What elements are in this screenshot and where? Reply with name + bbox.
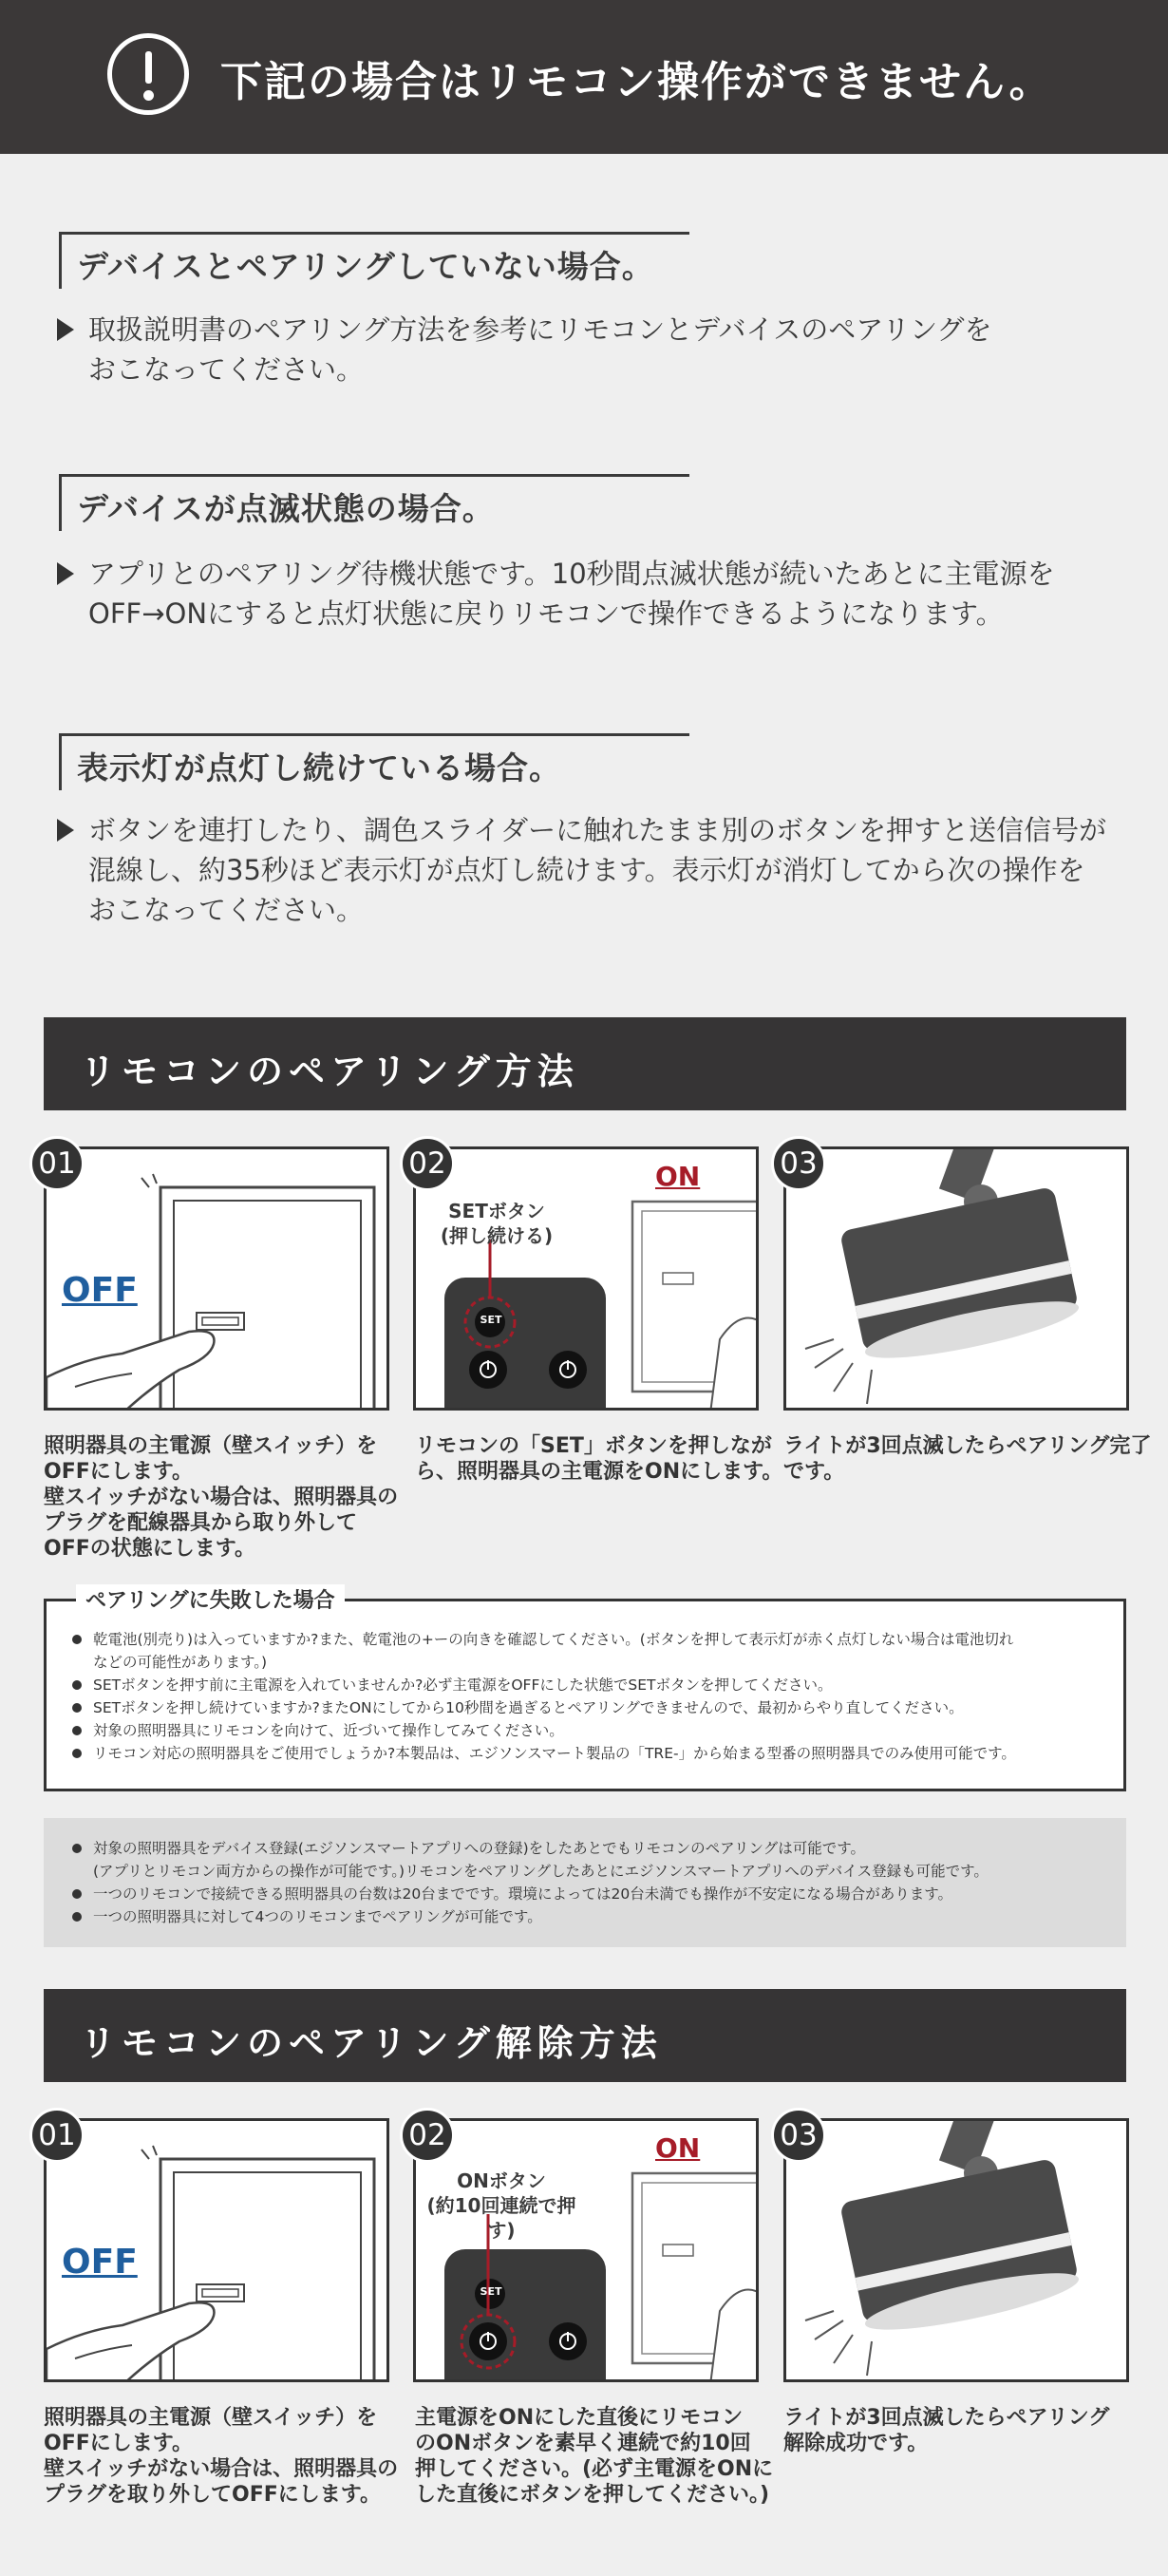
step-number: 02 bbox=[400, 1136, 455, 1191]
list-item: リモコン対応の照明器具をご使用でしょうか?本製品は、エジソンスマート製品の「TRE-」から始まる型番の照明器具でのみ使用可能です。 bbox=[68, 1742, 1113, 1765]
top-banner bbox=[0, 0, 1168, 154]
list-item: 一つのリモコンで接続できる照明器具の台数は20台までです。環境によっては20台未満でも操作が不安定になる場合があります。 bbox=[68, 1883, 1113, 1905]
case-heading: デバイスが点滅状態の場合。 bbox=[59, 474, 689, 531]
triangle-bullet-icon bbox=[57, 562, 74, 585]
step-caption: 照明器具の主電源（壁スイッチ）を OFFにします。 壁スイッチがない場合は、照明器具の プラグを取り外してOFFにします。 bbox=[44, 2406, 399, 2507]
list-item: 対象の照明器具にリモコンを向けて、近づいて操作してみてください。 bbox=[68, 1719, 1113, 1742]
on-label: ON bbox=[655, 1161, 701, 1192]
unpairing-section-header: リモコンのペアリング解除方法 bbox=[44, 1989, 1126, 2082]
remote-illustration bbox=[416, 1149, 759, 1411]
list-item: 一つの照明器具に対して4つのリモコンまでペアリングが可能です。 bbox=[68, 1905, 1113, 1928]
step-illustration-switch-off bbox=[44, 2118, 389, 2382]
notes-list bbox=[68, 1837, 1113, 1928]
off-label: OFF bbox=[62, 1271, 138, 1310]
case-text: 取扱説明書のペアリング方法を参考にリモコンとデバイスのペアリングを おこなってください。 bbox=[57, 310, 1130, 389]
step-number: 03 bbox=[771, 1136, 826, 1191]
set-button-label: SET bbox=[480, 2285, 502, 2298]
list-item: 乾電池(別売り)は入っていますか?また、乾電池の+ーの向きを確認してください。(ボタンを押して表示灯が赤く点灯しない場合は電池切れ などの可能性があります。) bbox=[68, 1628, 1113, 1674]
exclamation-icon bbox=[107, 33, 189, 115]
triangle-bullet-icon bbox=[57, 318, 74, 341]
step-illustration-light-blink bbox=[783, 2118, 1129, 2382]
list-item: SETボタンを押し続けていますか?またONにしてから10秒間を過ぎるとペアリングできませんので、最初からやり直してください。 bbox=[68, 1696, 1113, 1719]
step-caption: ライトが3回点滅したらペアリング完了 です。 bbox=[783, 1434, 1152, 1484]
light-fixture-illustration bbox=[786, 1149, 1129, 1411]
remote-illustration bbox=[416, 2121, 759, 2382]
on-button-callout: ONボタン (約10回連続で押す) bbox=[426, 2169, 576, 2242]
off-label: OFF bbox=[62, 2243, 138, 2282]
step-number: 01 bbox=[29, 1136, 85, 1191]
step-caption: 主電源をONにした直後にリモコン のONボタンを素早く連続で約10回 押してください。(必ず主電源をONに した直後にボタンを押してください。) bbox=[415, 2406, 774, 2507]
step-illustration-light-blink bbox=[783, 1146, 1129, 1411]
case-heading: 表示灯が点灯し続けている場合。 bbox=[59, 733, 689, 790]
list-item: 対象の照明器具をデバイス登録(エジソンスマートアプリへの登録)をしたあとでもリモコンのペアリングは可能です。 (アプリとリモコン両方からの操作が可能です。)リモコンをペアリングしたあとにエジソンスマートアプリへのデバイス登録も可能です。 bbox=[68, 1837, 1113, 1883]
step-illustration-remote-on bbox=[413, 2118, 759, 2382]
triangle-bullet-icon bbox=[57, 819, 74, 842]
banner-title: 下記の場合はリモコン操作ができません。 bbox=[220, 58, 1053, 106]
failure-list bbox=[68, 1628, 1113, 1765]
step-caption: 照明器具の主電源（壁スイッチ）を OFFにします。 壁スイッチがない場合は、照明器具の プラグを配線器具から取り外して OFFの状態にします。 bbox=[44, 1434, 399, 1561]
step-caption: ライトが3回点滅したらペアリング 解除成功です。 bbox=[783, 2406, 1110, 2455]
step-number: 02 bbox=[400, 2108, 455, 2163]
step-number: 03 bbox=[771, 2108, 826, 2163]
on-label: ON bbox=[655, 2132, 701, 2164]
set-button-label: SET bbox=[480, 1314, 502, 1326]
step-caption: リモコンの「SET」ボタンを押しなが ら、照明器具の主電源をONにします。 bbox=[415, 1434, 783, 1484]
list-item: SETボタンを押す前に主電源を入れていませんか?必ず主電源をOFFにした状態でSETボタンを押してください。 bbox=[68, 1674, 1113, 1696]
set-button-callout: SETボタン (押し続ける) bbox=[440, 1200, 554, 1247]
case-heading: デバイスとペアリングしていない場合。 bbox=[59, 232, 689, 289]
light-fixture-illustration bbox=[786, 2121, 1129, 2382]
case-text: ボタンを連打したり、調色スライダーに触れたまま別のボタンを押すと送信信号が 混線し、約35秒ほど表示灯が点灯し続けます。表示灯が消灯してから次の操作を おこなってください。 bbox=[57, 810, 1130, 930]
step-illustration-remote-set bbox=[413, 1146, 759, 1411]
step-illustration-switch-off bbox=[44, 1146, 389, 1411]
pairing-section-header: リモコンのペアリング方法 bbox=[44, 1017, 1126, 1110]
case-text: アプリとのペアリング待機状態です。10秒間点滅状態が続いたあとに主電源を OFF→ONにすると点灯状態に戻りリモコンで操作できるようになります。 bbox=[57, 554, 1130, 634]
failure-title: ペアリングに失敗した場合 bbox=[76, 1584, 345, 1614]
step-number: 01 bbox=[29, 2108, 85, 2163]
